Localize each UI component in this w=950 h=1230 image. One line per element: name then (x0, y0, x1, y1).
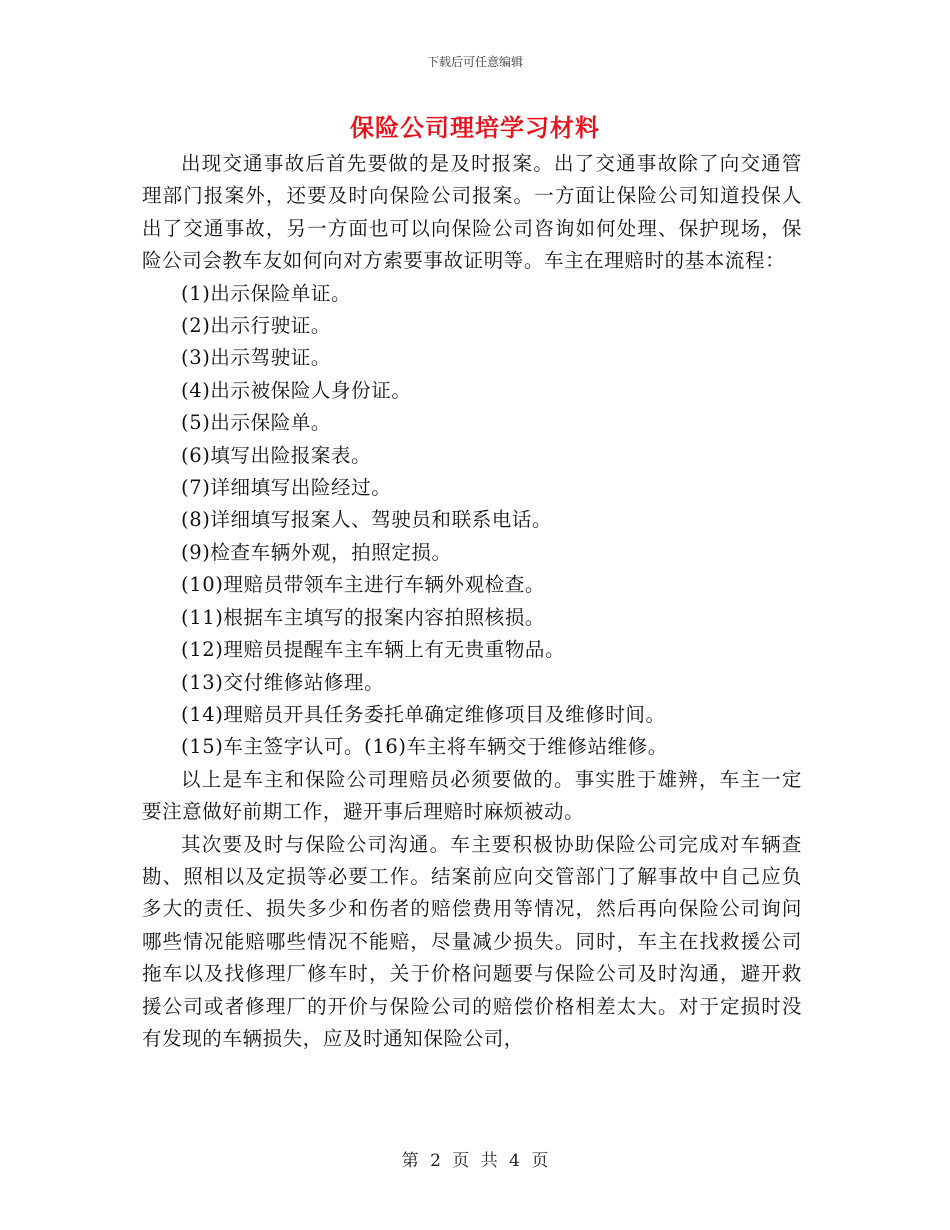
list-item: (11)根据车主填写的报案内容拍照核损。 (181, 605, 546, 629)
summary-paragraph: 以上是车主和保险公司理赔员必须要做的。事实胜于雄辨，车主一定要注意做好前期工作，避开事后理赔时麻烦被动。 (142, 767, 802, 824)
list-item: (2)出示行驶证。 (181, 314, 332, 338)
list-item: (3)出示驾驶证。 (181, 346, 332, 370)
document-body (142, 148, 802, 1055)
list-item: (5)出示保险单。 (181, 411, 332, 435)
header-note: 下载后可任意编辑 (426, 55, 523, 69)
claim-steps-list (142, 278, 802, 764)
communication-paragraph: 其次要及时与保险公司沟通。车主要积极协助保险公司完成对车辆查勘、照相以及定损等必要工作。结案前应向交管部门了解事故中自己应负多大的责任、损失多少和伤者的赔偿费用等情况，然后再向保险公司询问哪些情况能赔哪些情况不能赔，尽量减少损失。同时，车主在找救援公司拖车以及找修理厂修车时，关于价格问题要与保险公司及时沟通，避开救援公司或者修理厂的开价与保险公司的赔偿价格相差太大。对于定损时没有发现的车辆损失，应及时通知保险公司， (142, 832, 802, 1050)
intro-paragraph: 出现交通事故后首先要做的是及时报案。出了交通事故除了向交通管理部门报案外，还要及时向保险公司报案。一方面让保险公司知道投保人出了交通事故，另一方面也可以向保险公司咨询如何处理、保护现场，保险公司会教车友如何向对方索要事故证明等。车主在理赔时的基本流程： (142, 152, 802, 273)
list-item: (14)理赔员开具任务委托单确定维修项目及维修时间。 (181, 702, 666, 726)
document-title: 保险公司理培学习材料 (350, 113, 600, 142)
list-item: (6)填写出险报案表。 (181, 443, 372, 467)
list-item: (4)出示被保险人身份证。 (181, 378, 412, 402)
list-item: (1)出示保险单证。 (181, 281, 352, 305)
list-item: (13)交付维修站修理。 (181, 670, 385, 694)
list-item: (7)详细填写出险经过。 (181, 476, 392, 500)
list-item: (15)车主签字认可。(16)车主将车辆交于维修站维修。 (181, 735, 668, 759)
list-item: (9)检查车辆外观，拍照定损。 (181, 540, 452, 564)
list-item: (10)理赔员带领车主进行车辆外观检查。 (181, 573, 546, 597)
list-item: (8)详细填写报案人、驾驶员和联系电话。 (181, 508, 553, 532)
list-item: (12)理赔员提醒车主车辆上有无贵重物品。 (181, 638, 566, 662)
page-number-footer: 第 2 页 共 4 页 (401, 1151, 549, 1171)
